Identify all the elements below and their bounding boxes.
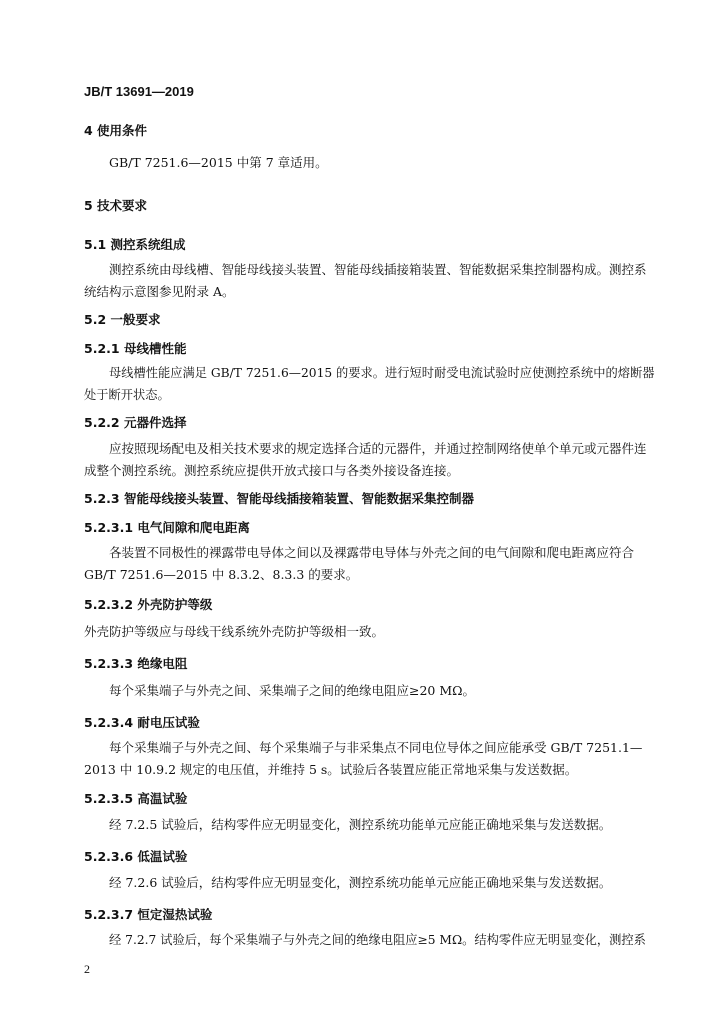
standard-number-header: JB/T 13691—2019	[84, 84, 194, 99]
section-5-2-3-4-line-2: 2013 中 10.9.2 规定的电压值，并维持 5 s。试验后各装置应能正常地采集与发送数据。	[84, 762, 578, 777]
section-4-heading: 4 使用条件	[84, 123, 148, 138]
section-5-2-3-7-heading: 5.2.3.7 恒定湿热试验	[84, 907, 213, 922]
section-5-2-3-2-text: 外壳防护等级应与母线干线系统外壳防护等级相一致。	[84, 624, 385, 639]
section-5-2-1-line-2: 处于断开状态。	[84, 388, 170, 402]
section-4-text: GB/T 7251.6—2015 中第 7 章适用。	[109, 155, 328, 170]
page-number: 2	[84, 962, 90, 976]
section-5-1-line-2: 统结构示意图参见附录 A。	[84, 284, 235, 299]
section-5-2-3-5-heading: 5.2.3.5 高温试验	[84, 791, 188, 806]
section-5-2-3-1-line-1: 各装置不同极性的裸露带电导体之间以及裸露带电导体与外壳之间的电气间隙和爬电距离应符合	[109, 545, 635, 560]
section-5-2-3-2-paragraph	[84, 621, 656, 643]
section-5-2-3-4-heading: 5.2.3.4 耐电压试验	[84, 715, 200, 730]
section-5-2-2-line-1: 应按照现场配电及相关技术要求的规定选择合适的元器件，并通过控制网络使单个单元或元器件连	[109, 441, 647, 456]
section-5-2-2-heading: 5.2.2 元器件选择	[84, 415, 187, 430]
section-5-2-3-7-text: 经 7.2.7 试验后，每个采集端子与外壳之间的绝缘电阻应≥5 MΩ。结构零件应无明显变化，测控系	[109, 933, 646, 947]
section-5-2-3-6-heading: 5.2.3.6 低温试验	[84, 849, 188, 864]
section-5-1-paragraph	[84, 259, 656, 303]
section-5-2-3-1-heading: 5.2.3.1 电气间隙和爬电距离	[84, 520, 250, 535]
section-5-2-3-4-line-1: 每个采集端子与外壳之间、每个采集端子与非采集点不同电位导体之间应能承受 GB/T 7251.1—	[109, 740, 643, 755]
section-5-2-3-6-paragraph	[84, 872, 656, 894]
section-5-2-1-heading: 5.2.1 母线槽性能	[84, 341, 187, 356]
section-4-paragraph	[84, 152, 656, 174]
section-5-2-3-1-line-2: GB/T 7251.6—2015 中 8.3.2、8.3.3 的要求。	[84, 567, 359, 582]
section-5-2-3-5-paragraph	[84, 814, 656, 836]
section-5-2-2-line-2: 成整个测控系统。测控系统应提供开放式接口与各类外接设备连接。	[84, 463, 460, 478]
section-5-1-line-1: 测控系统由母线槽、智能母线接头装置、智能母线插接箱装置、智能数据采集控制器构成。测控系	[109, 262, 647, 277]
section-5-2-3-heading: 5.2.3 智能母线接头装置、智能母线插接箱装置、智能数据采集控制器	[84, 491, 474, 506]
section-5-2-3-1-paragraph	[84, 542, 656, 586]
section-5-2-3-3-text: 每个采集端子与外壳之间、采集端子之间的绝缘电阻应≥20 MΩ。	[109, 683, 476, 698]
section-5-2-3-3-paragraph	[84, 680, 656, 702]
section-5-2-3-5-text: 经 7.2.5 试验后，结构零件应无明显变化，测控系统功能单元应能正确地采集与发送数据。	[109, 817, 612, 832]
section-5-heading: 5 技术要求	[84, 198, 148, 213]
section-5-2-heading: 5.2 一般要求	[84, 312, 161, 327]
section-5-2-1-paragraph	[84, 362, 656, 406]
section-5-2-3-3-heading: 5.2.3.3 绝缘电阻	[84, 656, 188, 671]
section-5-1-heading: 5.1 测控系统组成	[84, 237, 186, 252]
section-5-2-3-7-paragraph	[84, 929, 656, 951]
section-5-2-1-line-1: 母线槽性能应满足 GB/T 7251.6—2015 的要求。进行短时耐受电流试验时应使测控系统中的熔断器	[109, 366, 655, 380]
section-5-2-3-6-text: 经 7.2.6 试验后，结构零件应无明显变化，测控系统功能单元应能正确地采集与发送数据。	[109, 875, 612, 890]
section-5-2-3-4-paragraph	[84, 737, 656, 781]
section-5-2-3-2-heading: 5.2.3.2 外壳防护等级	[84, 597, 213, 612]
section-5-2-2-paragraph	[84, 438, 656, 482]
